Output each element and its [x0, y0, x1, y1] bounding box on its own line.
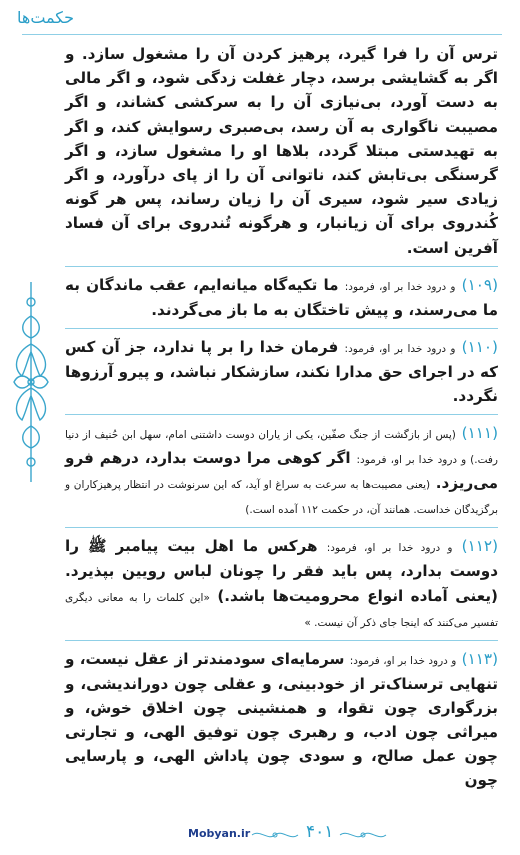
page-number: ۴۰۱ [306, 822, 334, 842]
saying-text: ما تکیه‌گاه میانه‌ایم، عقب ماندگان به ما می‌رسند، و پیش تاختگان به ما باز می‌گردند. [65, 275, 498, 319]
saying-text: هرکس ما اهل بیت پیامبر ﷺ را دوست بدارد، پس باید فقر را چونان لباس رویین بپذیرد. (یعنی آماده انواع محرومیت‌ها باشد.) [65, 537, 498, 605]
header-divider [22, 34, 502, 35]
saying-number: (۱۱۰) [461, 338, 498, 357]
paragraph-divider [65, 640, 498, 641]
saying-intro: و درود خدا بر او، فرمود: [349, 654, 457, 667]
saying-number: (۱۱۱) [461, 424, 498, 443]
saying-intro: (پس از بازگشت از جنگ صفّین، یکی از یاران دوست داشتنی امام، سهل ابن حُنیف از دنیا رفت.) و درود خدا بر او، فرمود: [65, 429, 498, 467]
saying-text: اگر کوهی مرا دوست بدارد، درهم فرو می‌ریزد. [65, 449, 498, 493]
saying-intro: و درود خدا بر او، فرمود: [344, 343, 456, 356]
paragraph-111 [65, 421, 498, 521]
footer-flourish-icon [250, 829, 300, 841]
paragraph-112 [65, 534, 498, 633]
paragraph-divider [65, 266, 498, 267]
paragraph-113 [65, 647, 498, 793]
saying-text: سرمایه‌ای سودمندتر از عقل نیست، و تنهایی ترسناک‌تر از خودبینی، و عقلی چون دوراندیشی، و بزرگواری چون تقوا، و همنشینی چون اخلاق خوش، و میراثی چون ادب، و رهبری چون توفیق الهی، و تجارتی چون عمل صالح، و سودی چون پاداش الهی، و پارسایی چون [65, 649, 498, 790]
paragraph-text: ترس آن را فرا گیرد، پرهیز کردن آن را مشغول سازد. و اگر به گشایشی برسد، دچار غفلت زدگی شود، و اگر مالی به دست آورد، بی‌نیازی آن را به سرکشی کشاند، و اگر مصیبت ناگواری به آن رسد، بی‌صبری رسوایش کند، و اگر به تهیدستی مبتلا گردد، بلاها او را مشغول سازد، و اگر گرسنگی بی‌تابش کند، ناتوانی آن را از پای درآورد، و اگر زیادی سیر شود، سیری آن را زیان رساند، پس هر گونه کُندروی برای آن زیانبار، و هرگونه تُندروی برای آن فساد آفرین است. [65, 45, 498, 257]
paragraph-continuation [65, 42, 498, 260]
saying-number: (۱۱۲) [461, 537, 498, 556]
floral-ornament-icon [8, 282, 54, 482]
saying-number: (۱۰۹) [461, 275, 498, 294]
paragraph-divider [65, 328, 498, 329]
page-header-title: حکمت‌ها [17, 8, 74, 27]
paragraph-divider [65, 414, 498, 415]
paragraph-110 [65, 335, 498, 408]
saying-intro: و درود خدا بر او، فرمود: [344, 280, 456, 293]
paragraph-109 [65, 273, 498, 322]
saying-note: (یعنی مصیبت‌ها به سرعت به سراغ او آید، که این سرنوشت در انتظار پرهیزکاران و برگزیدگان خداست. همانند آن، در حکمت ۱۱۲ آمده است.) [65, 479, 498, 517]
saying-intro: و درود خدا بر او، فرمود: [326, 542, 453, 555]
saying-text: فرمان خدا را بر پا ندارد، جز آن کس که در اجرای حق مدارا نکند، سازشکار نباشد، و پیرو آرزوها نگردد. [65, 338, 498, 406]
saying-note: «این کلمات را به معانی دیگری تفسیر می‌کنند که اینجا جای ذکر آن نیست. » [65, 591, 498, 629]
site-label: Mobyan.ir [188, 827, 251, 840]
saying-number: (۱۱۳) [461, 649, 498, 668]
main-text [65, 42, 498, 793]
footer-flourish-icon [338, 829, 388, 841]
page-footer [0, 823, 520, 847]
paragraph-divider [65, 527, 498, 528]
